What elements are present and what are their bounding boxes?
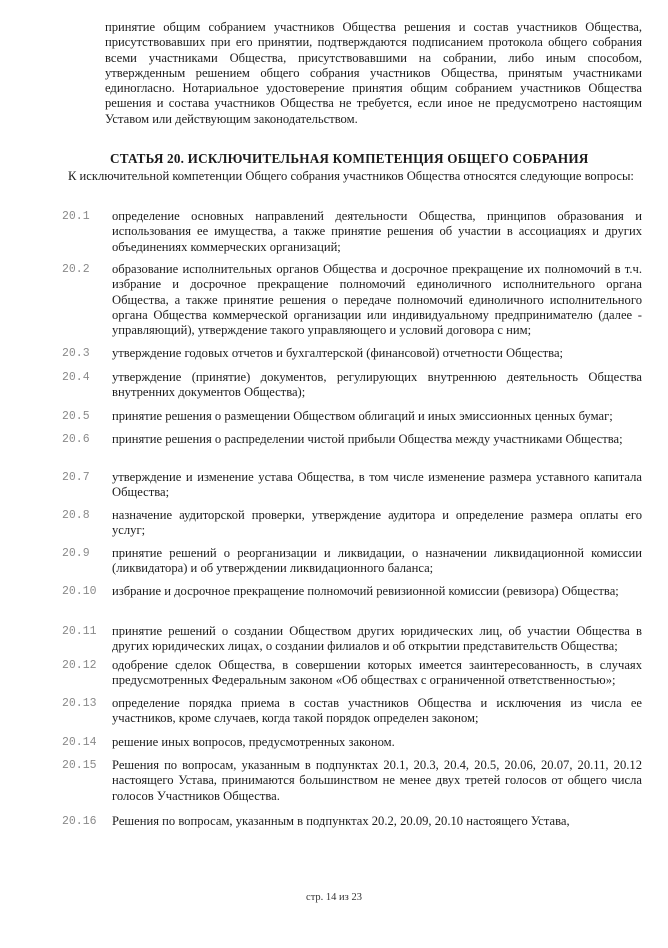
item-number: 20.9 [62, 547, 90, 560]
list-item [62, 624, 642, 655]
item-text: Решения по вопросам, указанным в подпунктах 20.1, 20.3, 20.4, 20.5, 20.06, 20.07, 20.11, 20.12 настоящего Устава, принимаются большинством не менее двух третей голосов от общего числа голосов Участников Общества. [112, 758, 642, 803]
item-text: утверждение и изменение устава Общества, в том числе изменение размера уставного капитала Общества; [112, 470, 642, 500]
item-text: определение основных направлений деятельности Общества, принципов образования и использования ее имущества, а также принятие решения об участии в ассоциациях и других объединениях коммерческих организаций; [112, 209, 642, 254]
item-number: 20.15 [62, 759, 97, 772]
item-text: принятие решений о реорганизации и ликвидации, о назначении ликвидационной комиссии (ликвидатора) и об утверждении ликвидационного баланса; [112, 546, 642, 576]
list-item [62, 508, 642, 539]
list-item [62, 758, 642, 804]
item-text: принятие решения о распределении чистой прибыли Общества между участниками Общества; [112, 432, 623, 446]
item-text: назначение аудиторской проверки, утверждение аудитора и определение размера оплаты его услуг; [112, 508, 642, 538]
item-number: 20.8 [62, 509, 90, 522]
page-number-footer: стр. 14 из 23 [306, 892, 362, 903]
item-text: принятие решения о размещении Обществом облигаций и иных эмиссионных ценных бумаг; [112, 409, 613, 423]
list-item [62, 658, 642, 689]
list-item [62, 814, 642, 829]
item-text: решение иных вопросов, предусмотренных законом. [112, 735, 395, 749]
list-item [62, 262, 642, 338]
list-item [62, 409, 642, 424]
item-number: 20.2 [62, 263, 90, 276]
item-number: 20.5 [62, 410, 90, 423]
list-item [62, 432, 642, 447]
item-number: 20.10 [62, 585, 97, 598]
item-text: Решения по вопросам, указанным в подпунктах 20.2, 20.09, 20.10 настоящего Устава, [112, 814, 570, 828]
item-text: определение порядка приема в состав участников Общества и исключения из числа ее участников, кроме случаев, когда такой порядок определен законом; [112, 696, 642, 726]
item-text: утверждение годовых отчетов и бухгалтерской (финансовой) отчетности Общества; [112, 346, 564, 360]
item-text: образование исполнительных органов Общества и досрочное прекращение их полномочий в т.ч. избрание и досрочное прекращение полномочий единоличного исполнительного органа Общества, а также принятие решения о передаче полномочий единоличного исполнительного органа Общества коммерческой организации или индивидуальному предпринимателю (далее - управляющий), утверждение такого управляющего и условий договора с ним; [112, 262, 642, 338]
intro-paragraph: принятие общим собранием участников Общества решения и состав участников Общества, присутствовавших при его принятии, подтверждаются подписанием протокола общего собрания всеми участниками Общества, присутствовавшими на собрании, либо иным способом, утвержденным решением общего собрания участников Общества, принятым участниками единогласно. Нотариальное удостоверение принятия общим собранием участников Общества решения и состава участников Общества не требуется, если иное не предусмотрено настоящим Уставом или действующим законодательством. [105, 20, 642, 126]
list-item [62, 470, 642, 501]
item-number: 20.13 [62, 697, 97, 710]
item-text: утверждение (принятие) документов, регулирующих внутреннюю деятельность Общества внутренних документов Общества); [112, 370, 642, 400]
item-number: 20.1 [62, 210, 90, 223]
item-number: 20.7 [62, 471, 90, 484]
list-item [62, 346, 642, 361]
item-text: принятие решений о создании Обществом других юридических лиц, об участии Общества в других юридических лицах, о создании филиалов и об открытии представительств Общества; [112, 624, 642, 654]
list-item [62, 209, 642, 255]
item-number: 20.6 [62, 433, 90, 446]
item-number: 20.16 [62, 815, 97, 828]
list-item [62, 696, 642, 727]
item-text: одобрение сделок Общества, в совершении которых имеется заинтересованность, в случаях предусмотренных Федеральным законом «Об обществах с ограниченной ответственностью»; [112, 658, 642, 688]
item-number: 20.11 [62, 625, 97, 638]
list-item [62, 584, 642, 599]
item-number: 20.14 [62, 736, 97, 749]
list-item [62, 546, 642, 577]
item-text: избрание и досрочное прекращение полномочий ревизионной комиссии (ревизора) Общества; [112, 584, 619, 598]
item-number: 20.4 [62, 371, 90, 384]
list-item [62, 735, 642, 750]
article-heading: СТАТЬЯ 20. ИСКЛЮЧИТЕЛЬНАЯ КОМПЕТЕНЦИЯ ОБЩЕГО СОБРАНИЯ [110, 151, 589, 166]
list-item [62, 370, 642, 401]
item-number: 20.3 [62, 347, 90, 360]
article-lead: К исключительной компетенции Общего собрания участников Общества относятся следующие вопросы: [68, 169, 634, 183]
item-number: 20.12 [62, 659, 97, 672]
